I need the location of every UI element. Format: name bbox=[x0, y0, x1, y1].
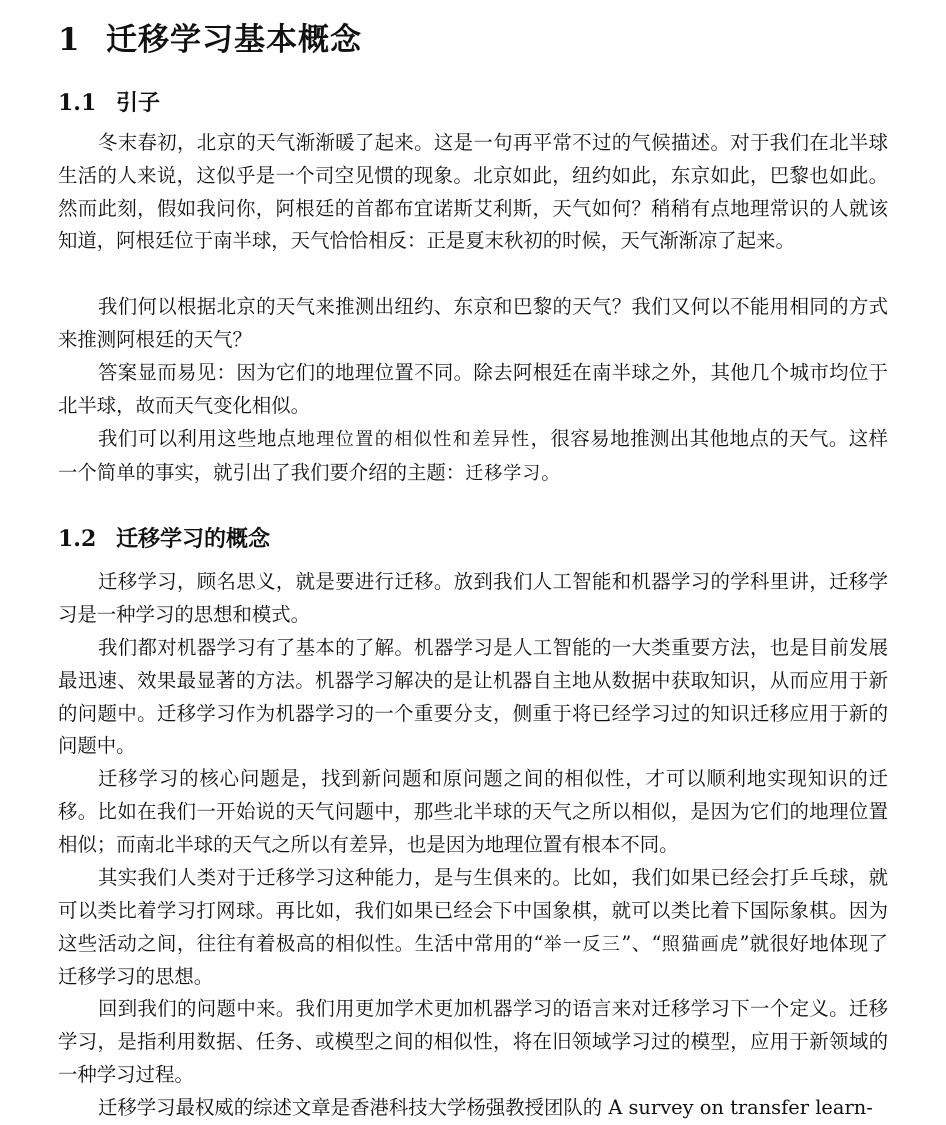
emphasized-text: 地理位置的相似性和差异性 bbox=[296, 429, 531, 450]
chapter-number: 1 bbox=[58, 22, 81, 58]
section-number: 1.2 bbox=[58, 526, 97, 552]
section-heading-concept bbox=[58, 522, 270, 553]
paragraph bbox=[58, 423, 888, 491]
section-title: 迁移学习的概念 bbox=[116, 526, 271, 552]
chapter-heading bbox=[58, 14, 362, 59]
chapter-title: 迁移学习基本概念 bbox=[106, 22, 362, 58]
paragraph: 迁移学习最权威的综述文章是香港科技大学杨强教授团队的 A survey on transfer learn- bbox=[98, 1096, 873, 1119]
text-run: ，很容易地推测出其他地点的天气。这样一个简单的事实，就引出了我们要介绍的主题： bbox=[58, 427, 889, 484]
paragraph: 我们都对机器学习有了基本的了解。机器学习是人工智能的一大类重要方法，也是目前发展最迅速、效果最显著的方法。机器学习解决的是让机器自主地从数据中获取知识，从而应用于新的问题中。迁移学习作为机器学习的一个重要分支，侧重于将已经学习过的知识迁移应用于新的问题中。 bbox=[58, 636, 888, 758]
paragraph: 冬末春初，北京的天气渐渐暖了起来。这是一句再平常不过的气候描述。对于我们在北半球生活的人来说，这似乎是一个司空见惯的现象。北京如此，纽约如此，东京如此，巴黎也如此。然而此刻，假如我问你，阿根廷的首都布宜诺斯艾利斯，天气如何？稍稍有点地理常识的人就该知道，阿根廷位于南半球，天气恰恰相反：正是夏末秋初的时候，天气渐渐凉了起来。 bbox=[58, 131, 888, 253]
section-title: 引子 bbox=[116, 90, 161, 116]
paragraph: 答案显而易见：因为它们的地理位置不同。除去阿根廷在南半球之外，其他几个城市均位于北半球，故而天气变化相似。 bbox=[58, 361, 888, 417]
paragraph: 我们何以根据北京的天气来推测出纽约、东京和巴黎的天气？我们又何以不能用相同的方式来推测阿根廷的天气？ bbox=[58, 295, 888, 351]
paragraph bbox=[58, 862, 888, 994]
paragraph: 回到我们的问题中来。我们用更加学术更加机器学习的语言来对迁移学习下一个定义。迁移学习，是指利用数据、任务、或模型之间的相似性，将在旧领域学习过的模型，应用于新领域的一种学习过程。 bbox=[58, 997, 888, 1086]
text-run: 我们可以利用这些地点 bbox=[98, 427, 297, 450]
text-run: 其实我们人类对于迁移学习这种能力，是与生俱来的。比如，我们如果已经会打乒乓球，就可以类比着学习打网球。再比如，我们如果已经会下中国象棋，就可以类比着下国际象棋。因为这些活动之间，往往有着极高的相似性。生活中常用的“ bbox=[58, 866, 888, 955]
section-heading-intro bbox=[58, 86, 160, 117]
text-run: 。 bbox=[541, 460, 561, 484]
emphasized-text: 举一反三 bbox=[543, 933, 622, 955]
paragraph: 迁移学习，顾名思义，就是要进行迁移。放到我们人工智能和机器学习的学科里讲，迁移学习是一种学习的思想和模式。 bbox=[58, 570, 888, 626]
text-run: ”、“ bbox=[621, 931, 662, 955]
section-number: 1.1 bbox=[58, 90, 97, 116]
text-run: ”就很好地体现了迁移学习的思想。 bbox=[58, 931, 889, 989]
emphasized-text: 迁移学习 bbox=[465, 462, 542, 484]
emphasized-text: 照猫画虎 bbox=[661, 933, 740, 955]
paragraph: 迁移学习的核心问题是，找到新问题和原问题之间的相似性，才可以顺利地实现知识的迁移。比如在我们一开始说的天气问题中，那些北半球的天气之所以相似，是因为它们的地理位置相似；而南北半球的天气之所以有差异，也是因为地理位置有根本不同。 bbox=[58, 767, 888, 856]
